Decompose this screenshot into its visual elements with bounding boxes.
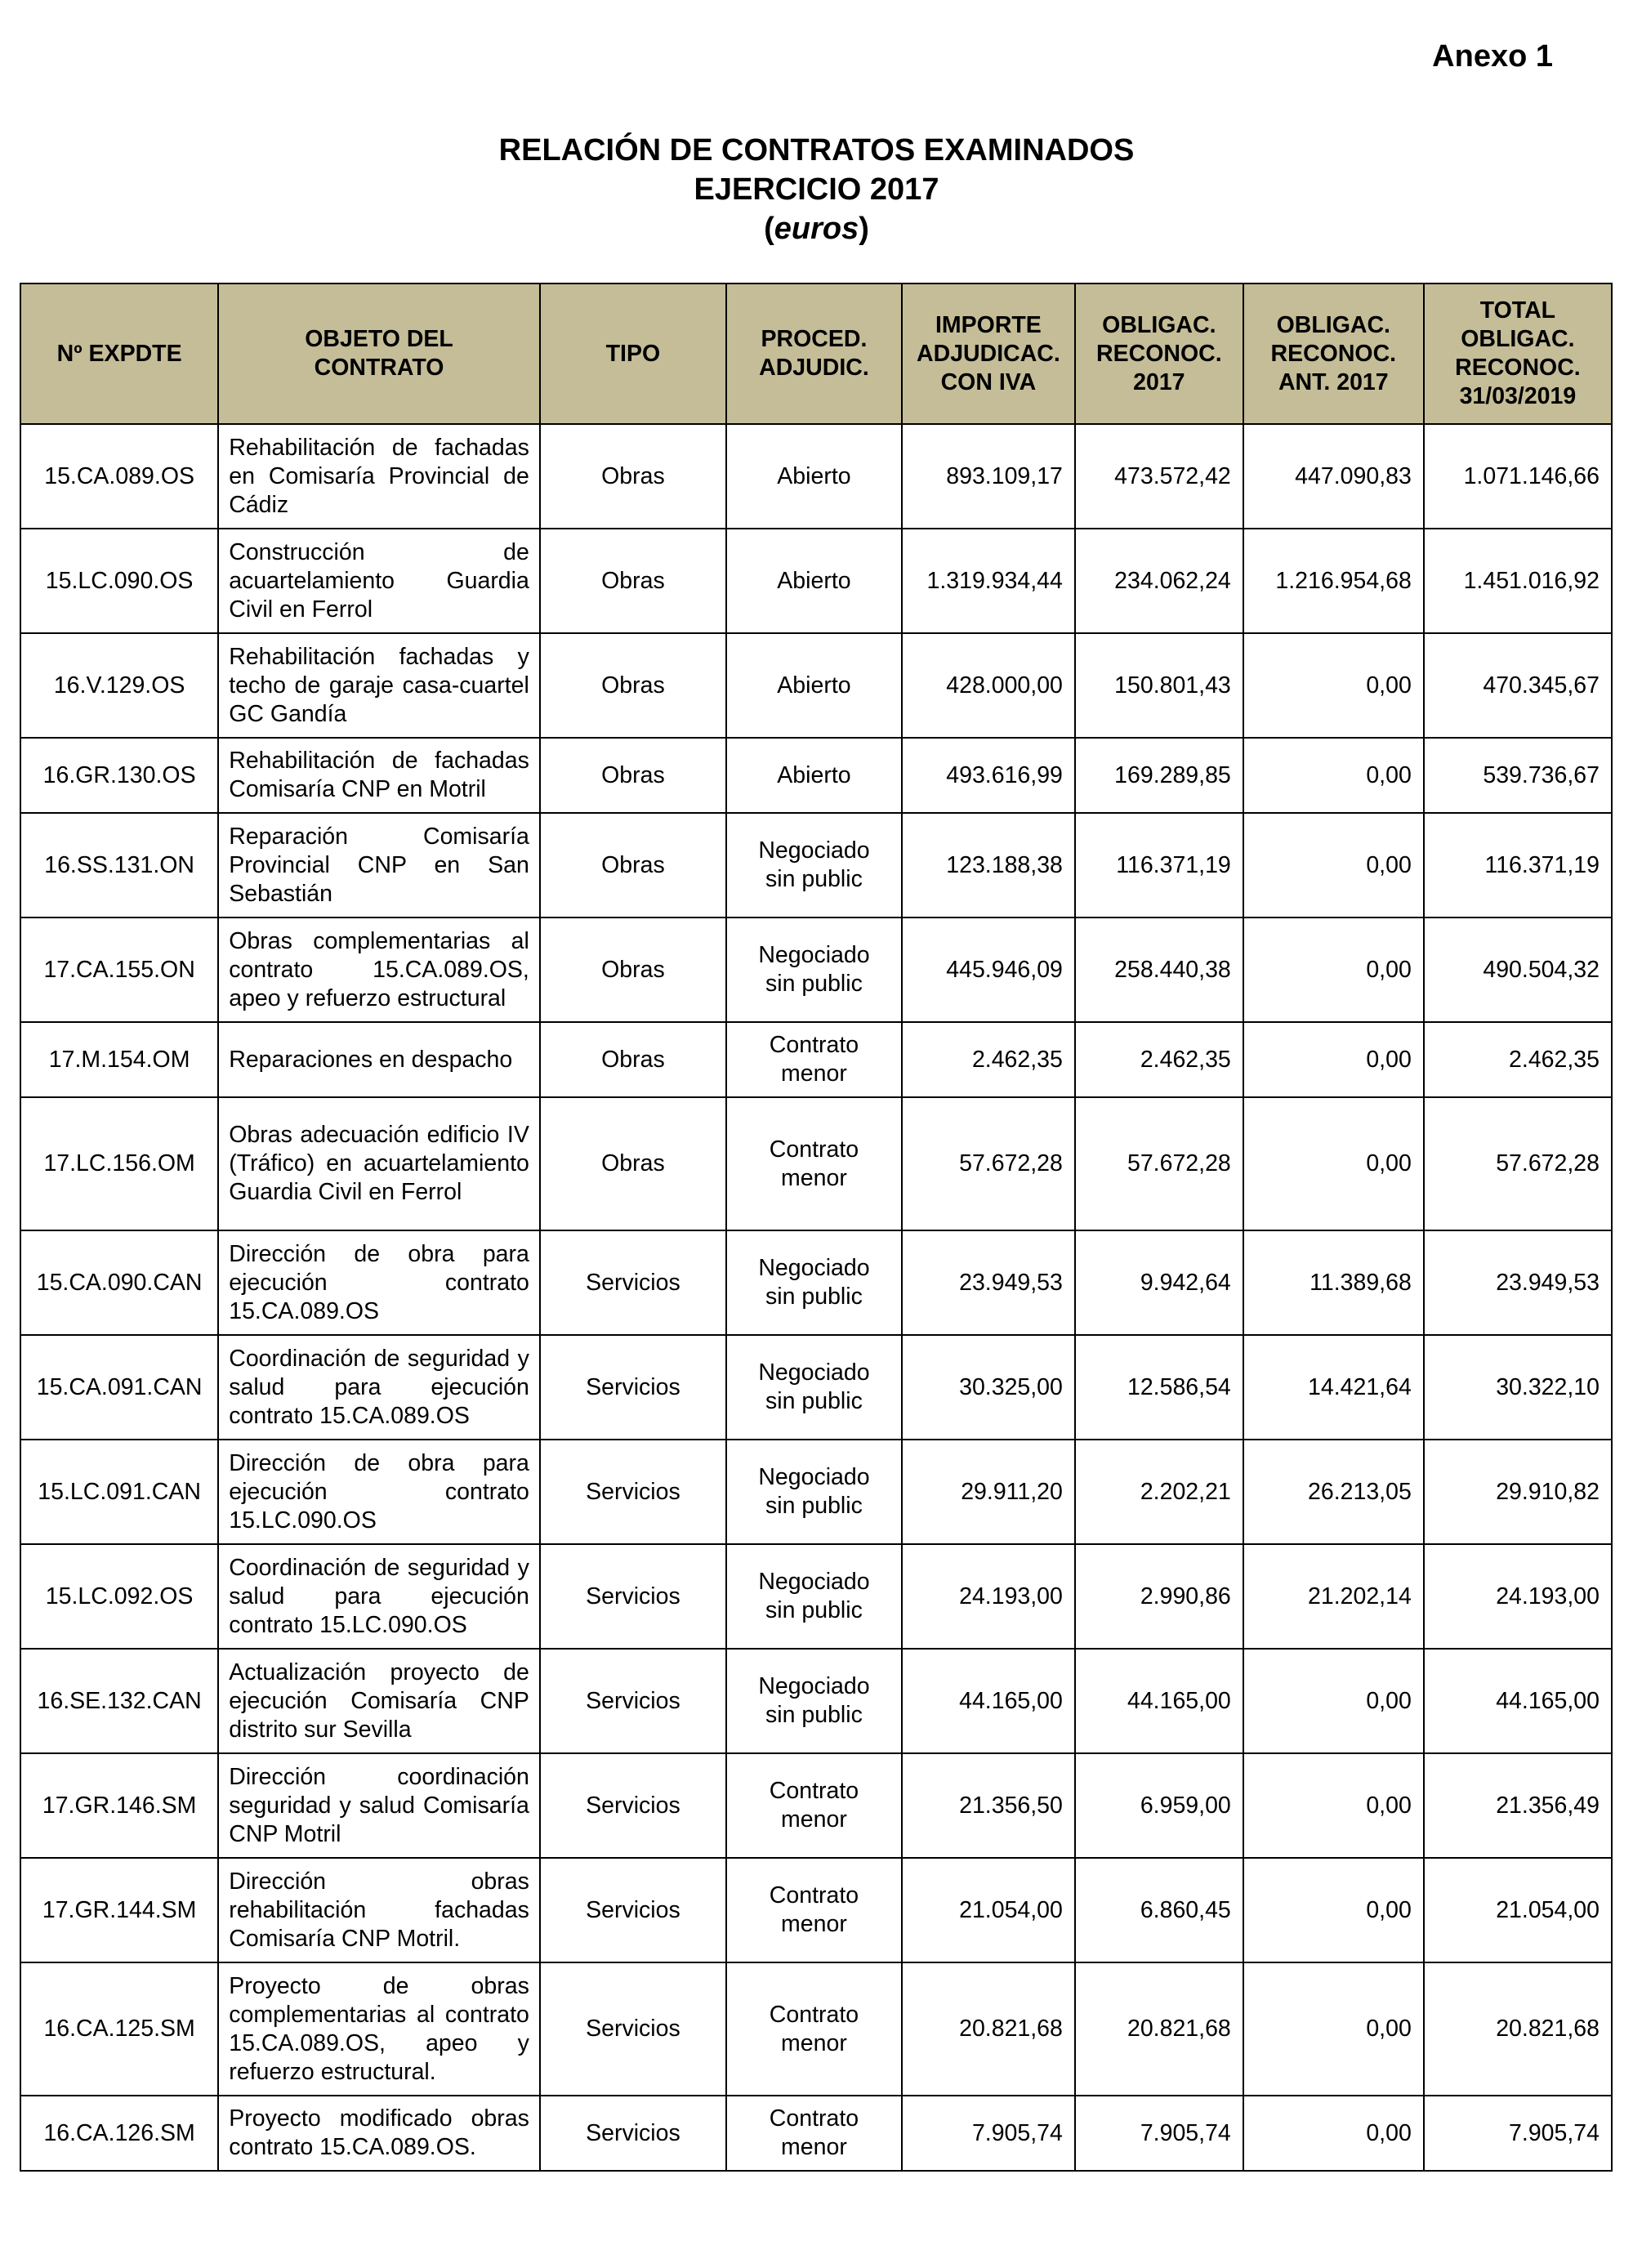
importe-cell: 2.462,35 (902, 1022, 1075, 1097)
oblig-2017-cell: 6.860,45 (1075, 1858, 1243, 1962)
tipo-cell: Obras (540, 738, 726, 813)
objeto-cell: Actualización proyecto de ejecución Comisaría CNP distrito sur Sevilla (218, 1649, 540, 1753)
expediente-cell: 15.LC.091.CAN (20, 1440, 218, 1544)
procedimiento-cell: Contrato menor (726, 1022, 902, 1097)
tipo-cell: Obras (540, 1022, 726, 1097)
total-cell: 7.905,74 (1424, 2096, 1612, 2171)
objeto-cell: Rehabilitación de fachadas Comisaría CNP en Motril (218, 738, 540, 813)
tipo-cell: Servicios (540, 1858, 726, 1962)
table-row (20, 1544, 1612, 1649)
oblig-ant-cell: 0,00 (1243, 738, 1424, 813)
expediente-cell: 16.V.129.OS (20, 633, 218, 738)
objeto-cell: Construcción de acuartelamiento Guardia Civil en Ferrol (218, 529, 540, 633)
procedimiento-cell: Contrato menor (726, 1753, 902, 1858)
oblig-ant-cell: 447.090,83 (1243, 424, 1424, 529)
importe-cell: 24.193,00 (902, 1544, 1075, 1649)
column-header-procedimiento: PROCED. ADJUDIC. (726, 284, 902, 424)
tipo-cell: Obras (540, 917, 726, 1022)
oblig-2017-cell: 44.165,00 (1075, 1649, 1243, 1753)
oblig-2017-cell: 9.942,64 (1075, 1230, 1243, 1335)
table-row (20, 738, 1612, 813)
tipo-cell: Servicios (540, 1335, 726, 1440)
procedimiento-cell: Contrato menor (726, 1962, 902, 2096)
objeto-cell: Obras adecuación edificio IV (Tráfico) en acuartelamiento Guardia Civil en Ferrol (218, 1097, 540, 1230)
total-cell: 29.910,82 (1424, 1440, 1612, 1544)
document-heading (0, 131, 1633, 248)
column-header-oblig-ant: OBLIGAC. RECONOC. ANT. 2017 (1243, 284, 1424, 424)
importe-cell: 30.325,00 (902, 1335, 1075, 1440)
oblig-2017-cell: 2.990,86 (1075, 1544, 1243, 1649)
expediente-cell: 16.SS.131.ON (20, 813, 218, 917)
total-cell: 21.356,49 (1424, 1753, 1612, 1858)
total-cell: 24.193,00 (1424, 1544, 1612, 1649)
objeto-cell: Reparaciones en despacho (218, 1022, 540, 1097)
table-row (20, 1649, 1612, 1753)
importe-cell: 123.188,38 (902, 813, 1075, 917)
table-row (20, 633, 1612, 738)
importe-cell: 21.356,50 (902, 1753, 1075, 1858)
importe-cell: 893.109,17 (902, 424, 1075, 529)
expediente-cell: 17.CA.155.ON (20, 917, 218, 1022)
oblig-ant-cell: 21.202,14 (1243, 1544, 1424, 1649)
importe-cell: 428.000,00 (902, 633, 1075, 738)
tipo-cell: Servicios (540, 1753, 726, 1858)
oblig-2017-cell: 20.821,68 (1075, 1962, 1243, 2096)
document-title: RELACIÓN DE CONTRATOS EXAMINADOS (498, 133, 1135, 167)
procedimiento-cell: Abierto (726, 529, 902, 633)
oblig-2017-cell: 7.905,74 (1075, 2096, 1243, 2171)
procedimiento-cell: Negociado sin public (726, 1230, 902, 1335)
objeto-cell: Obras complementarias al contrato 15.CA.089.OS, apeo y refuerzo estructural (218, 917, 540, 1022)
oblig-2017-cell: 2.462,35 (1075, 1022, 1243, 1097)
importe-cell: 445.946,09 (902, 917, 1075, 1022)
expediente-cell: 15.CA.091.CAN (20, 1335, 218, 1440)
oblig-ant-cell: 11.389,68 (1243, 1230, 1424, 1335)
column-header-importe: IMPORTE ADJUDICAC. CON IVA (902, 284, 1075, 424)
total-cell: 20.821,68 (1424, 1962, 1612, 2096)
procedimiento-cell: Abierto (726, 424, 902, 529)
tipo-cell: Servicios (540, 1962, 726, 2096)
total-cell: 30.322,10 (1424, 1335, 1612, 1440)
importe-cell: 23.949,53 (902, 1230, 1075, 1335)
importe-cell: 44.165,00 (902, 1649, 1075, 1753)
oblig-ant-cell: 0,00 (1243, 1022, 1424, 1097)
expediente-cell: 17.GR.146.SM (20, 1753, 218, 1858)
expediente-cell: 16.SE.132.CAN (20, 1649, 218, 1753)
table-row (20, 1753, 1612, 1858)
tipo-cell: Servicios (540, 1544, 726, 1649)
importe-cell: 57.672,28 (902, 1097, 1075, 1230)
tipo-cell: Servicios (540, 1440, 726, 1544)
oblig-ant-cell: 0,00 (1243, 1962, 1424, 2096)
total-cell: 490.504,32 (1424, 917, 1612, 1022)
expediente-cell: 16.CA.125.SM (20, 1962, 218, 2096)
expediente-cell: 15.LC.092.OS (20, 1544, 218, 1649)
oblig-ant-cell: 0,00 (1243, 917, 1424, 1022)
table-row (20, 1335, 1612, 1440)
objeto-cell: Dirección de obra para ejecución contrato 15.CA.089.OS (218, 1230, 540, 1335)
oblig-2017-cell: 6.959,00 (1075, 1753, 1243, 1858)
objeto-cell: Rehabilitación fachadas y techo de garaje casa-cuartel GC Gandía (218, 633, 540, 738)
fiscal-year: EJERCICIO 2017 (694, 172, 939, 207)
expediente-cell: 16.GR.130.OS (20, 738, 218, 813)
expediente-cell: 16.CA.126.SM (20, 2096, 218, 2171)
procedimiento-cell: Abierto (726, 633, 902, 738)
column-header-total: TOTAL OBLIGAC. RECONOC. 31/03/2019 (1424, 284, 1612, 424)
oblig-2017-cell: 12.586,54 (1075, 1335, 1243, 1440)
total-cell: 116.371,19 (1424, 813, 1612, 917)
table-row (20, 917, 1612, 1022)
importe-cell: 20.821,68 (902, 1962, 1075, 2096)
procedimiento-cell: Negociado sin public (726, 813, 902, 917)
column-header-objeto: OBJETO DEL CONTRATO (218, 284, 540, 424)
importe-cell: 29.911,20 (902, 1440, 1075, 1544)
table-row (20, 1858, 1612, 1962)
expediente-cell: 17.M.154.OM (20, 1022, 218, 1097)
oblig-ant-cell: 0,00 (1243, 1649, 1424, 1753)
importe-cell: 7.905,74 (902, 2096, 1075, 2171)
objeto-cell: Reparación Comisaría Provincial CNP en San Sebastián (218, 813, 540, 917)
expediente-cell: 17.GR.144.SM (20, 1858, 218, 1962)
expediente-cell: 17.LC.156.OM (20, 1097, 218, 1230)
table-body (20, 424, 1612, 2171)
oblig-ant-cell: 0,00 (1243, 1097, 1424, 1230)
table-header-row (20, 284, 1612, 424)
oblig-ant-cell: 26.213,05 (1243, 1440, 1424, 1544)
table-row (20, 424, 1612, 529)
total-cell: 44.165,00 (1424, 1649, 1612, 1753)
table-row (20, 2096, 1612, 2171)
objeto-cell: Dirección coordinación seguridad y salud Comisaría CNP Motril (218, 1753, 540, 1858)
total-cell: 1.071.146,66 (1424, 424, 1612, 529)
oblig-ant-cell: 1.216.954,68 (1243, 529, 1424, 633)
procedimiento-cell: Abierto (726, 738, 902, 813)
total-cell: 470.345,67 (1424, 633, 1612, 738)
expediente-cell: 15.LC.090.OS (20, 529, 218, 633)
procedimiento-cell: Contrato menor (726, 1097, 902, 1230)
importe-cell: 1.319.934,44 (902, 529, 1075, 633)
tipo-cell: Obras (540, 813, 726, 917)
expediente-cell: 15.CA.090.CAN (20, 1230, 218, 1335)
expediente-cell: 15.CA.089.OS (20, 424, 218, 529)
objeto-cell: Rehabilitación de fachadas en Comisaría Provincial de Cádiz (218, 424, 540, 529)
oblig-ant-cell: 0,00 (1243, 1858, 1424, 1962)
tipo-cell: Obras (540, 424, 726, 529)
importe-cell: 493.616,99 (902, 738, 1075, 813)
procedimiento-cell: Contrato menor (726, 1858, 902, 1962)
tipo-cell: Obras (540, 633, 726, 738)
oblig-ant-cell: 0,00 (1243, 813, 1424, 917)
tipo-cell: Servicios (540, 1230, 726, 1335)
total-cell: 539.736,67 (1424, 738, 1612, 813)
oblig-ant-cell: 0,00 (1243, 2096, 1424, 2171)
objeto-cell: Proyecto de obras complementarias al contrato 15.CA.089.OS, apeo y refuerzo estructural. (218, 1962, 540, 2096)
oblig-2017-cell: 169.289,85 (1075, 738, 1243, 813)
oblig-2017-cell: 473.572,42 (1075, 424, 1243, 529)
total-cell: 2.462,35 (1424, 1022, 1612, 1097)
objeto-cell: Proyecto modificado obras contrato 15.CA.089.OS. (218, 2096, 540, 2171)
table-row (20, 1440, 1612, 1544)
procedimiento-cell: Negociado sin public (726, 1440, 902, 1544)
table-row (20, 1230, 1612, 1335)
column-header-expediente: Nº EXPDTE (20, 284, 218, 424)
tipo-cell: Servicios (540, 1649, 726, 1753)
objeto-cell: Coordinación de seguridad y salud para ejecución contrato 15.CA.089.OS (218, 1335, 540, 1440)
tipo-cell: Obras (540, 529, 726, 633)
importe-cell: 21.054,00 (902, 1858, 1075, 1962)
tipo-cell: Servicios (540, 2096, 726, 2171)
table-row (20, 1022, 1612, 1097)
table-row (20, 529, 1612, 633)
oblig-ant-cell: 14.421,64 (1243, 1335, 1424, 1440)
oblig-ant-cell: 0,00 (1243, 633, 1424, 738)
total-cell: 23.949,53 (1424, 1230, 1612, 1335)
total-cell: 21.054,00 (1424, 1858, 1612, 1962)
procedimiento-cell: Negociado sin public (726, 917, 902, 1022)
procedimiento-cell: Contrato menor (726, 2096, 902, 2171)
procedimiento-cell: Negociado sin public (726, 1649, 902, 1753)
table-row (20, 813, 1612, 917)
contracts-table (20, 283, 1613, 2172)
column-header-oblig-2017: OBLIGAC. RECONOC. 2017 (1075, 284, 1243, 424)
tipo-cell: Obras (540, 1097, 726, 1230)
oblig-2017-cell: 150.801,43 (1075, 633, 1243, 738)
oblig-2017-cell: 2.202,21 (1075, 1440, 1243, 1544)
total-cell: 1.451.016,92 (1424, 529, 1612, 633)
oblig-2017-cell: 234.062,24 (1075, 529, 1243, 633)
oblig-ant-cell: 0,00 (1243, 1753, 1424, 1858)
oblig-2017-cell: 258.440,38 (1075, 917, 1243, 1022)
table-row (20, 1962, 1612, 2096)
oblig-2017-cell: 57.672,28 (1075, 1097, 1243, 1230)
procedimiento-cell: Negociado sin public (726, 1544, 902, 1649)
table-row (20, 1097, 1612, 1230)
annex-label: Anexo 1 (1432, 39, 1553, 74)
currency-unit: (euros) (764, 212, 869, 246)
column-header-tipo: TIPO (540, 284, 726, 424)
procedimiento-cell: Negociado sin public (726, 1335, 902, 1440)
oblig-2017-cell: 116.371,19 (1075, 813, 1243, 917)
objeto-cell: Dirección de obra para ejecución contrato 15.LC.090.OS (218, 1440, 540, 1544)
total-cell: 57.672,28 (1424, 1097, 1612, 1230)
objeto-cell: Dirección obras rehabilitación fachadas Comisaría CNP Motril. (218, 1858, 540, 1962)
objeto-cell: Coordinación de seguridad y salud para ejecución contrato 15.LC.090.OS (218, 1544, 540, 1649)
